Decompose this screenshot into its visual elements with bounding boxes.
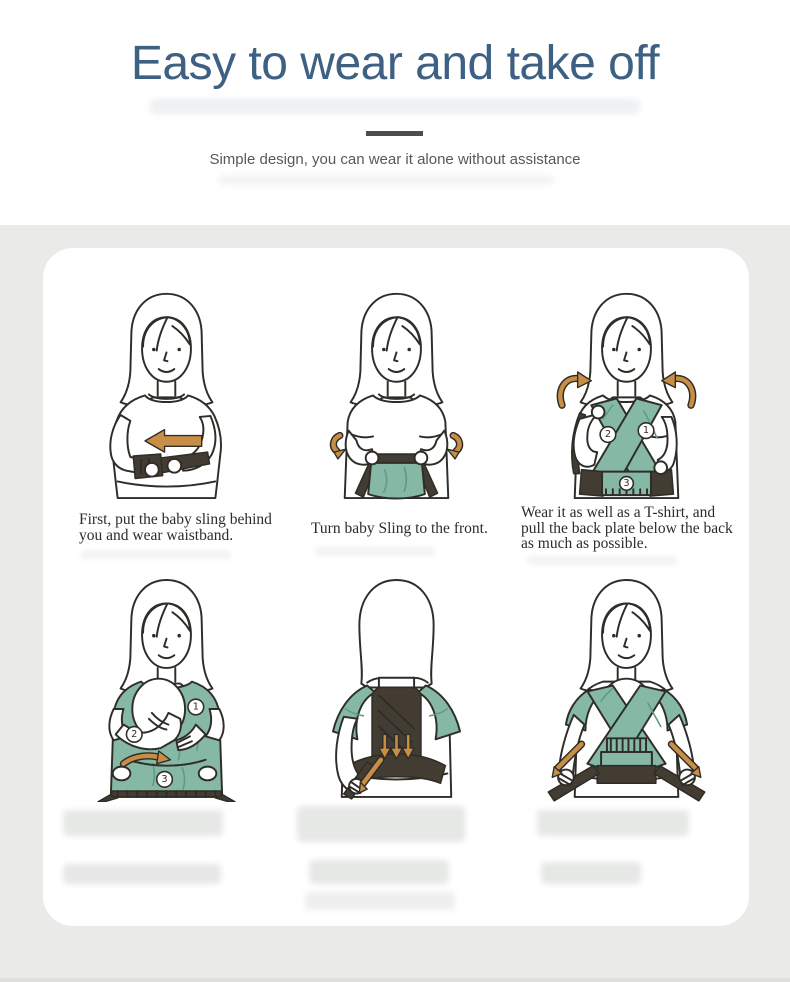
steps-grid [51, 282, 741, 920]
baby-foot [198, 767, 216, 781]
strap-end [98, 795, 118, 802]
hero-section [0, 0, 790, 225]
svg-text:3: 3 [160, 773, 168, 785]
ghost-text-band [305, 892, 455, 910]
svg-text:1: 1 [642, 425, 649, 437]
step-1-illustration [51, 282, 281, 500]
instructions-section [0, 225, 790, 982]
step-3-caption: Wear it as well as a T-shirt, and pull the back plate below the back as much as possible. [511, 500, 741, 562]
step-4-illustration [51, 562, 281, 802]
ghost-text-band [63, 810, 223, 836]
step-4-erased-caption [51, 802, 281, 920]
ghost-text-band [537, 810, 689, 836]
ghost-text-band [527, 556, 677, 565]
hand [654, 461, 667, 474]
sling-pouch [368, 463, 425, 499]
step-6-illustration [511, 562, 741, 802]
badge-1 [188, 699, 204, 715]
ghost-text-band [315, 547, 435, 556]
ghost-text-band [81, 550, 231, 559]
ghost-text-band [150, 99, 640, 114]
svg-text:3: 3 [622, 477, 630, 489]
step-5-illustration [281, 562, 511, 802]
ghost-text-band [297, 806, 465, 842]
step-5-erased-caption [281, 802, 511, 920]
hand [414, 452, 427, 465]
step-3-illustration [511, 282, 741, 500]
step-1-caption: First, put the baby sling behind you and wear waistband. [51, 500, 281, 562]
ghost-text-band [309, 860, 449, 884]
arrow-turn-left-icon [333, 436, 345, 459]
hand [591, 406, 604, 419]
ghost-text-band [63, 864, 221, 884]
badge-1 [638, 423, 654, 439]
hand [365, 452, 378, 465]
strap-end [215, 795, 235, 802]
instruction-card [43, 248, 749, 926]
badge-2 [126, 727, 142, 743]
ghost-text-band [541, 862, 641, 884]
page-bottom-edge [0, 978, 790, 982]
svg-text:2: 2 [130, 728, 137, 740]
page-title: Easy to wear and take off [130, 37, 660, 90]
svg-text:1: 1 [192, 701, 199, 713]
title-divider [366, 131, 423, 136]
badge-2 [600, 427, 616, 443]
svg-text:2: 2 [604, 429, 611, 441]
side-wrap [579, 470, 602, 496]
arrow-turn-right-icon [447, 436, 459, 459]
hand [167, 459, 181, 473]
badge-3 [156, 772, 172, 788]
step-6-erased-caption [511, 802, 741, 920]
waist-band [597, 766, 656, 784]
ghost-text-band [218, 175, 554, 185]
step-2-illustration [281, 282, 511, 500]
page-subtitle: Simple design, you can wear it alone without assistance [209, 151, 581, 168]
baby-foot [112, 767, 130, 781]
hand [145, 463, 159, 477]
step-2-caption: Turn baby Sling to the front. [281, 500, 511, 562]
badge-3 [619, 477, 633, 491]
